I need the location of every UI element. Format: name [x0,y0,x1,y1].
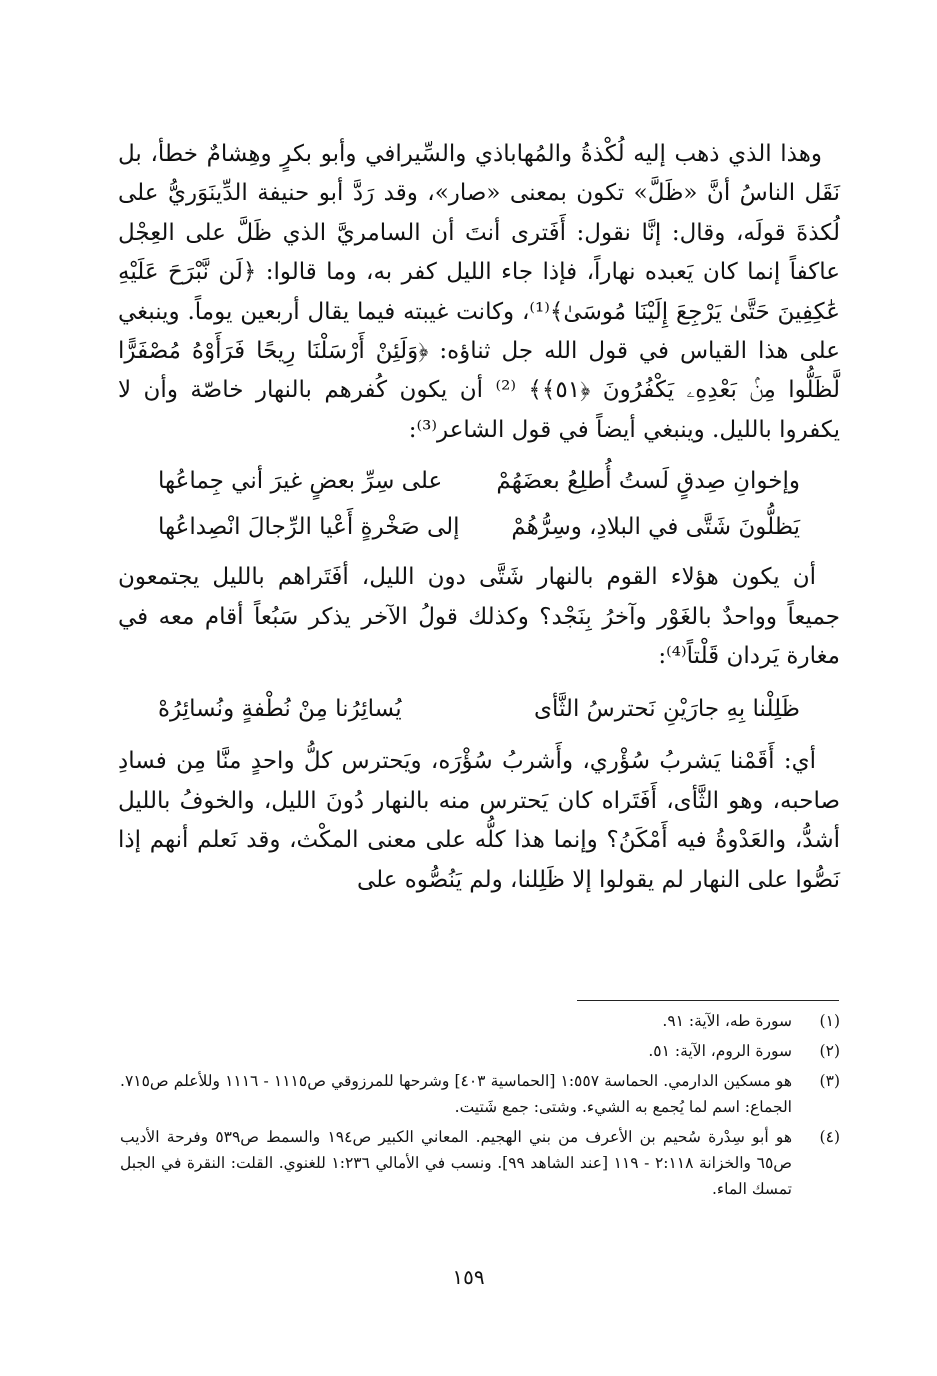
page-number: ١٥٩ [452,1265,485,1289]
paragraph-3: أي: أَقَمْنا يَشربُ سُؤْري، وأَشربُ سُؤْرَه، ويَحترس كلُّ واحدٍ منَّا مِن فسادِ صاحبه، وهو الثَّأى، أَفَتَراه كان يَحترس منه بالنهار دُونَ الليل، والخوفُ بالليل أشدُّ، والعَدْوةُ فيه أَمْكَنُ؟ وإنما هذا كلُّه على معنى المكْث، وقد نَعلم أنهم إذا نَصُّوا على النهار لم يقولوا إلا ظَلِلنا، ولم يَنُصُّوه على [118,748,840,893]
footnote-number: (١) [819,1012,840,1030]
footnote-text: سورة طه، الآية: ٩١. [662,1012,792,1030]
hemistich-1a: وإخوانِ صِدقٍ لَستُ أُطلِعُ بعضَهُمْ [496,468,800,495]
footnote-1 [120,1008,840,1034]
footnote-number: (٣) [819,1072,840,1090]
footnote-2 [120,1038,840,1064]
footnote-3 [120,1068,840,1120]
hemistich-1b: على سِرِّ بعضٍ غيرَ أني جِماعُها [158,468,443,495]
paragraph-1: وهذا الذي ذهب إليه لُكْذةُ والمُهاباذي والسِّيرافي وأبو بكرٍ وهِشامٌ خطأ، بل نَقَل الناسُ أنَّ «ظَلَّ» تكون بمعنى «صار»، وقد رَدَّ أبو حنيفة الدِّينَوَريُّ على لُكذةَ قولَه، وقال: إنَّا نقول: أَفَترى أنتَ أن السامريَّ الذي ظَلَّ على العِجْل عاكفاً إنما كان يَعبده نهاراً، فإذا جاء الليل كفر به، وما قالوا: ﴿لَن نَّبْرَحَ عَلَيْهِ عَٰكِفِينَ حَتَّىٰ يَرْجِعَ إِلَيْنَا مُوسَىٰ﴾⁽¹⁾، وكانت غيبته فيما يقال أربعين يوماً. وينبغي على هذا القياس في قول الله جل ثناؤه: ﴿وَلَئِنْ أَرْسَلْنَا رِيحًا فَرَأَوْهُ مُصْفَرًّا لَّظَلُّوا مِنۢ بَعْدِهِۦ يَكْفُرُونَ ﴿٥١﴾﴾ ⁽²⁾ أن يكون كُفرهم بالنهار خاصّة وأن لا يكفروا بالليل. وينبغي أيضاً في قول الشاعر⁽³⁾: [118,141,841,443]
poem-line-3 [118,690,840,728]
footnotes [120,1008,840,1206]
footnote-number: (٢) [819,1042,840,1060]
footnote-text: هو مسكين الدارمي. الحماسة ١:٥٥٧ [الحماسية ٤٠٣] وشرحها للمرزوقي ص١١١٥ - ١١١٦ وللأعلم ص٧١٥. الجماع: اسم لما يُجمع به الشيء. وشتى: جمع شَتيت. [120,1072,793,1116]
footnote-number: (٤) [819,1128,840,1146]
hemistich-2a: يَظلُّونَ شَتَّى في البلادِ، وسِرُّهُمْ [511,514,800,541]
hemistich-3b: يُسائِرُنا مِنْ نُطْفةٍ ونُسائِرُهْ [158,696,402,723]
footnote-text: سورة الروم، الآية: ٥١. [648,1042,792,1060]
poem-line-2 [118,508,840,546]
main-text [118,135,840,900]
footnote-separator [577,1000,839,1001]
footnote-4 [120,1124,840,1202]
poem-line-1 [118,462,840,500]
paragraph-2: أن يكون هؤلاء القوم بالنهار شَتَّى دون الليل، أفَتَراهم بالليل يجتمعون جميعاً وواحدٌ بالغَوْر وآخرُ بِنَجْد؟ وكذلك قولُ الآخر يذكر سَبُعاً أقام معه في مغارة يَردان قَلْتاً⁽⁴⁾: [118,564,840,670]
footnote-text: هو أبو سِدْرة سُحيم بن الأعرف من بني الهجيم. المعاني الكبير ص١٩٤ والسمط ص٥٣٩ وفرحة الأديب ص٦٥ والخزانة ٢:١١٨ - ١١٩ [عند الشاهد ٩٩]. ونسب في الأمالي ١:٢٣٦ للغنوي. القلت: النقرة في الجبل تمسك الماء. [120,1128,793,1198]
hemistich-3a: ظَلِلْنا بِهِ جارَيْنِ نَحترسُ الثَّأى [533,696,800,723]
hemistich-2b: إلى صَخْرةٍ أَعْيا الرِّجالَ انْصِداعُها [158,514,460,541]
